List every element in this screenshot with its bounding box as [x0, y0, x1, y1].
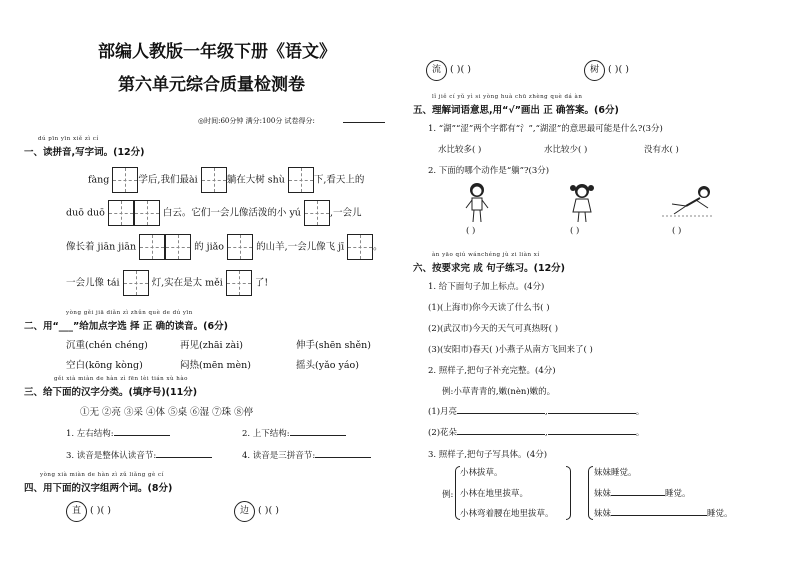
s2-item2[interactable]: 再见(zhāi zài) — [180, 340, 243, 351]
s4-word1 — [66, 501, 111, 522]
s4-title: 四、用下面的汉字组两个词。(8分) — [24, 483, 173, 494]
s2-item4[interactable]: 空白(kōng kòng) — [66, 360, 143, 371]
s3-q1: 1. 左右结构: — [66, 427, 170, 439]
s1-l3a: 像长着 jiān jiān — [66, 241, 137, 253]
answer-parens[interactable]: ( )( ) — [608, 64, 629, 75]
s6-f-line2: 妹妹 睡觉。 — [594, 489, 691, 499]
s6-a1[interactable]: (1)(上海市)你今天读了什么书( ) — [428, 303, 550, 313]
example-bracket-right — [566, 466, 571, 520]
s5-choice1[interactable]: ( ) — [466, 226, 476, 236]
s3-chars: ①无 ②亮 ③采 ④体 ⑤桌 ⑥湿 ⑦珠 ⑧停 — [80, 407, 254, 418]
s5-pinyin: lǐ jiě cí yǔ yì si yòng huà chū zhèng què dá àn — [432, 94, 583, 100]
s1-line3 — [66, 234, 383, 260]
write-box[interactable] — [347, 234, 373, 260]
s2-item6[interactable]: 摇头(yǎo yáo) — [296, 360, 359, 371]
answer-blank[interactable] — [457, 434, 545, 435]
s5-q2: 2. 下面的哪个动作是“躺”?(3分) — [428, 166, 550, 176]
s1-l4b: 灯,实在是太 měi — [151, 277, 223, 289]
s5-opt1[interactable]: 水比较多( ) — [438, 145, 482, 155]
s2-item3[interactable]: 伸手(shēn shěn) — [296, 340, 371, 351]
write-box[interactable] — [139, 234, 165, 260]
s2-item5[interactable]: 闷热(mēn mèn) — [180, 360, 251, 371]
answer-blank[interactable] — [457, 413, 545, 414]
answer-blank[interactable] — [114, 435, 170, 436]
write-box[interactable] — [226, 270, 252, 296]
char-circle: 树 — [584, 60, 605, 81]
s1-line2 — [66, 200, 362, 226]
s6-a3[interactable]: (3)(安阳市)春天( )小燕子从南方飞回来了( ) — [428, 345, 593, 355]
write-box[interactable] — [123, 270, 149, 296]
s2-title: 二、用“___”给加点字选 择 正 确的读音。(6分) — [24, 321, 228, 332]
s4-word2 — [234, 501, 279, 522]
write-box[interactable] — [108, 200, 134, 226]
answer-parens[interactable]: ( )( ) — [258, 505, 279, 516]
s6-f1: 妹妹睡觉。 — [594, 468, 637, 478]
s1-l3c: 的山羊,一会儿像飞 jī — [256, 241, 345, 253]
s1-l2a: duō duō — [66, 207, 105, 219]
s5-choice2[interactable]: ( ) — [570, 226, 580, 236]
s1-l3b: 的 jiǎo — [194, 241, 225, 253]
child-standing-figure — [462, 182, 492, 224]
child-lying-figure — [660, 184, 716, 220]
s6-e1: 小林拔草。 — [460, 468, 503, 478]
write-box[interactable] — [227, 234, 253, 260]
write-box[interactable] — [288, 167, 314, 193]
answer-blank[interactable] — [290, 435, 346, 436]
s3-q2: 2. 上下结构: — [242, 427, 346, 439]
s6-b2: (2)花朵 , 。 — [428, 428, 645, 438]
s1-title: 一、读拼音,写字词。(12分) — [24, 147, 145, 158]
s1-line1 — [88, 167, 364, 193]
s1-l1d: 下,看天上的 — [313, 174, 365, 186]
answer-parens[interactable]: ( )( ) — [90, 505, 111, 516]
s2-pinyin: yòng gěi jiā diǎn zì zhǔn què de dú yīn — [66, 310, 193, 316]
s3-q3: 3. 读音是整体认读音节: — [66, 449, 212, 461]
answer-blank[interactable] — [611, 515, 707, 516]
s1-l1a: fàng — [88, 174, 110, 186]
s5-opt3[interactable]: 没有水( ) — [644, 145, 679, 155]
s3-q4: 4. 读音是三拼音节: — [242, 449, 371, 461]
s6-e3: 小林弯着腰在地里拔草。 — [460, 509, 554, 519]
answer-bracket-left — [588, 466, 593, 520]
s6-q3: 3. 照样子,把句子写具体。(4分) — [428, 450, 548, 460]
s1-l4c: 了! — [254, 277, 269, 289]
write-box[interactable] — [201, 167, 227, 193]
s1-l4a: 一会儿像 tái — [66, 277, 120, 289]
s6-e2: 小林在地里拔草。 — [460, 489, 529, 499]
answer-parens[interactable]: ( )( ) — [450, 64, 471, 75]
s6-example: 例:小草青青的,嫩(nèn)嫩的。 — [442, 387, 556, 397]
s1-l2b: 白云。它们一会儿像活泼的小 yú — [162, 207, 301, 219]
s1-line4 — [66, 270, 268, 296]
s2-item1[interactable]: 沉重(chén chéng) — [66, 340, 148, 351]
write-box[interactable] — [112, 167, 138, 193]
s6-title: 六、按要求完 成 句子练习。(12分) — [413, 263, 566, 274]
s5-choice3[interactable]: ( ) — [672, 226, 682, 236]
s6-ex-label: 例: — [442, 490, 454, 500]
s6-pinyin: àn yāo qiú wánchéng jù zi liàn xí — [432, 252, 540, 258]
answer-blank[interactable] — [548, 434, 636, 435]
s5-q1: 1. “湖”“涩”两个字都有“氵”,“湖涩”的意思最可能是什么?(3分) — [428, 124, 663, 134]
s1-pinyin: dú pīn yīn xiě zì cí — [38, 136, 99, 142]
write-box[interactable] — [304, 200, 330, 226]
s4-word4 — [584, 60, 629, 81]
s1-l3d: 。 — [373, 241, 383, 253]
char-circle: 流 — [426, 60, 447, 81]
s4-pinyin: yòng xià miàn de hàn zì zǔ liǎng gè cí — [40, 472, 164, 478]
page-title: 部编人教版一年级下册《语文》 — [98, 42, 336, 62]
write-box[interactable] — [134, 200, 160, 226]
answer-blank[interactable] — [156, 457, 212, 458]
s6-f-line3: 妹妹 睡觉。 — [594, 509, 733, 519]
write-box[interactable] — [165, 234, 191, 260]
score-blank[interactable] — [343, 122, 385, 123]
answer-blank[interactable] — [315, 457, 371, 458]
page-subtitle: 第六单元综合质量检测卷 — [118, 75, 305, 95]
char-circle: 直 — [66, 501, 87, 522]
exam-info: ◎时间:60分钟 满分:100分 试卷得分: — [198, 117, 315, 125]
s1-l1b: 学后,我们最ài — [138, 174, 198, 186]
s3-pinyin: gěi xià miàn de hàn zì fēn lèi tián xù hào — [54, 376, 188, 382]
answer-blank[interactable] — [548, 413, 636, 414]
s6-q2: 2. 照样子,把句子补充完整。(4分) — [428, 366, 556, 376]
s1-l2c: ,一会儿 — [329, 207, 362, 219]
s5-title: 五、理解词语意思,用“√”画出 正 确答案。(6分) — [413, 105, 619, 116]
s6-b1: (1)月亮 , 。 — [428, 407, 645, 417]
s6-a2[interactable]: (2)(武汉市)今天的天气可真热呀( ) — [428, 324, 559, 334]
girl-standing-figure — [566, 182, 598, 224]
answer-blank[interactable] — [611, 495, 665, 496]
char-circle: 边 — [234, 501, 255, 522]
s6-q1: 1. 给下面句子加上标点。(4分) — [428, 282, 545, 292]
s1-l1c: 躺在大树 shù — [226, 174, 285, 186]
s4-word3 — [426, 60, 471, 81]
s3-title: 三、给下面的汉字分类。(填序号)(11分) — [24, 387, 198, 398]
s5-opt2[interactable]: 水比较少( ) — [544, 145, 588, 155]
